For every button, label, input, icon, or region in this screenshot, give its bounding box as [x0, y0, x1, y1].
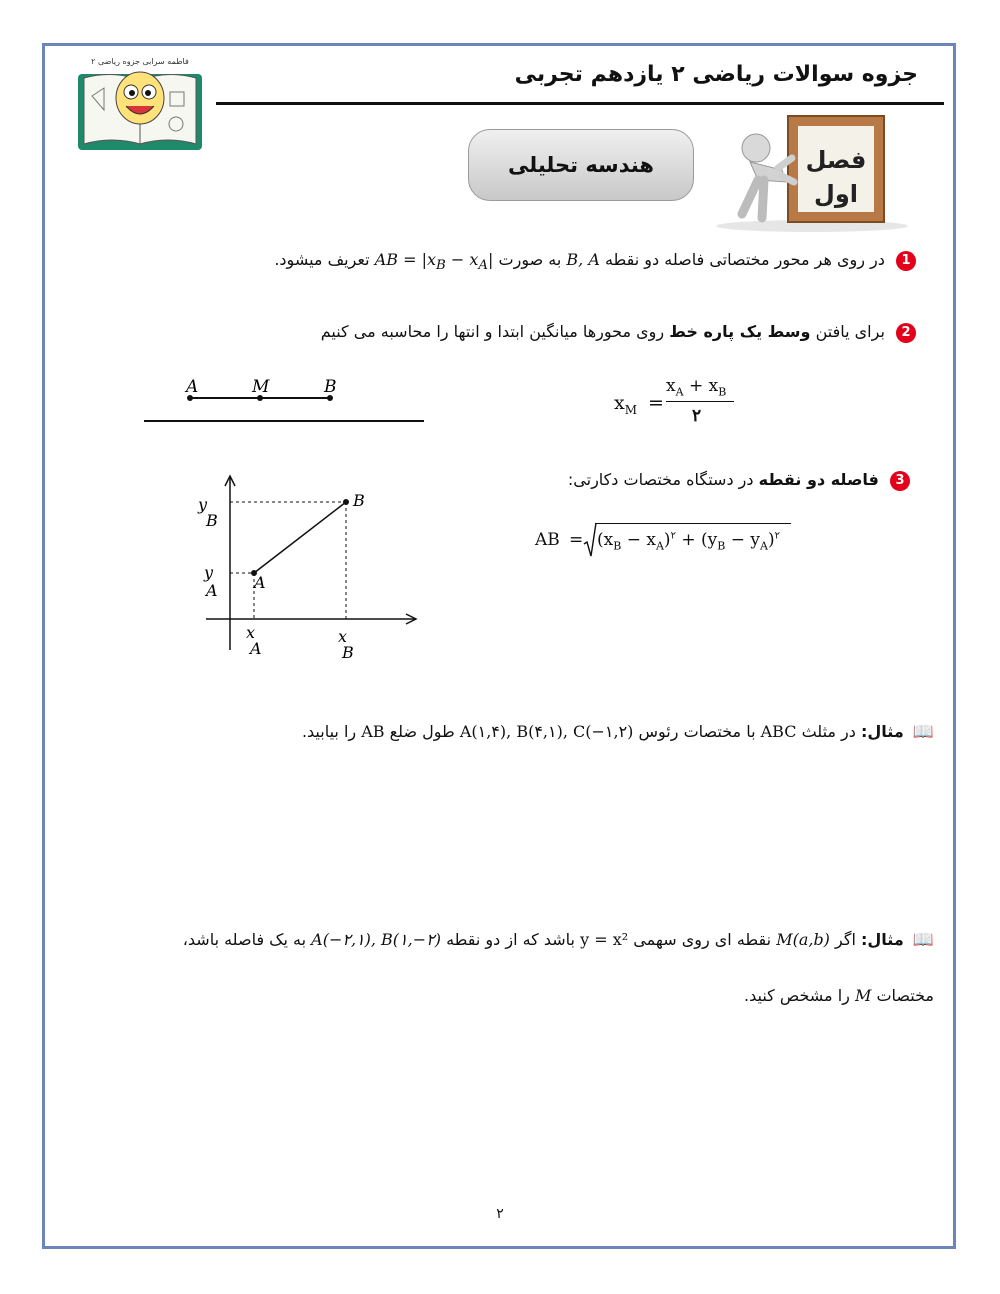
item-number-badge: 3: [890, 471, 910, 491]
label-point-b: B: [353, 491, 365, 510]
example-2-line2-part1: مختصات: [876, 986, 934, 1005]
label-x-b-sub: B: [342, 643, 354, 662]
chapter-badge-image: [712, 110, 920, 234]
label-y-b: y: [198, 495, 208, 514]
item-3-text-part1: در دستگاه مختصات دکارتی:: [567, 470, 754, 489]
example-2-parabola: y = x²: [580, 930, 629, 949]
item-1-formula: AB = $|x_B - x_A|$: [374, 250, 494, 274]
page-number: ۲: [496, 1206, 504, 1222]
midpoint-formula: $x_M$ = $x_A + x_B$ ۲: [614, 374, 754, 434]
example-1-text-part4: را بیابید.: [301, 722, 357, 741]
example-1-label: مثال:: [861, 722, 904, 741]
example-2-label: مثال:: [861, 930, 904, 949]
example-1-text-part1: در مثلث: [801, 722, 856, 741]
page-title: جزوه سوالات ریاضی ۲ یازدهم تجربی: [514, 62, 918, 87]
item-1-points: B, A: [566, 250, 600, 269]
distance-formula: AB = $(x_B - x_A)^۲ + (y_B - y_A)^۲$: [535, 520, 805, 566]
item-3-bold-text: فاصله دو نقطه: [758, 470, 879, 489]
coordinate-diagram: [190, 470, 430, 670]
label-y-a: y: [204, 563, 214, 582]
item-2-bold-text: وسط یک پاره خط: [669, 322, 811, 341]
item-1: [274, 250, 916, 273]
label-x-a: x: [246, 623, 256, 642]
example-2-text-part3: باشد که از دو نقطه: [446, 930, 576, 949]
example-2-text-part2: نقطه ای روی سهمی: [633, 930, 772, 949]
item-number-badge: 1: [896, 251, 916, 271]
segment-diagram: [140, 372, 430, 432]
chapter-title-pill: [468, 129, 694, 201]
example-1: [302, 722, 934, 742]
item-2-text-part2: روی محورها میانگین ابتدا و انتها را محاسبه می کنیم: [320, 322, 665, 341]
example-1-triangle: ABC: [760, 722, 797, 741]
segment-label-m: M: [252, 377, 270, 397]
label-y-a-sub: A: [206, 581, 218, 600]
chapter-title: هندسه تحلیلی: [508, 153, 654, 177]
example-2-line-2: [744, 986, 934, 1005]
book-logo-image: [74, 52, 206, 154]
label-x-b: x: [338, 627, 348, 646]
label-y-b-sub: B: [206, 511, 218, 530]
example-2-text-part1: اگر: [835, 930, 856, 949]
book-icon: 📖: [912, 930, 934, 950]
example-1-text-part2: با مختصات رئوس: [638, 722, 756, 741]
segment-label-b: B: [324, 377, 337, 397]
chapter-badge-line1: فصل: [805, 146, 867, 174]
chapter-badge-line2: اول: [814, 180, 858, 208]
example-2-points: A(−۲,۱), B(۱,−۲): [311, 930, 441, 949]
book-icon: 📖: [912, 722, 934, 742]
item-1-text-part3: تعریف میشود.: [274, 250, 370, 269]
example-2-line2-point: M: [854, 986, 872, 1005]
example-1-side: AB: [361, 722, 385, 741]
header-divider: [216, 102, 944, 105]
example-1-text-part3: طول ضلع: [389, 722, 455, 741]
example-1-vertices: A(۱,۴), B(۴,۱), C(−۱,۲): [459, 722, 634, 741]
example-2-line2-part2: را مشخص کنید.: [744, 986, 850, 1005]
item-2: [321, 322, 916, 343]
item-1-text-part2: به صورت: [498, 250, 562, 269]
segment-label-a: A: [186, 377, 199, 397]
example-2-text-part4: به یک فاصله باشد،: [182, 930, 307, 949]
example-2-point: M(a,b): [776, 930, 830, 949]
label-x-a-sub: A: [250, 639, 262, 658]
logo-caption: فاطمه سرابی جزوه ریاضی ۲: [91, 57, 189, 66]
item-number-badge: 2: [896, 323, 916, 343]
example-2: [183, 930, 934, 950]
item-1-text-part1: در روی هر محور مختصاتی فاصله دو نقطه: [604, 250, 885, 269]
item-3: [568, 470, 910, 491]
item-2-text-part1: برای یافتن: [815, 322, 885, 341]
label-point-a: A: [254, 573, 266, 592]
